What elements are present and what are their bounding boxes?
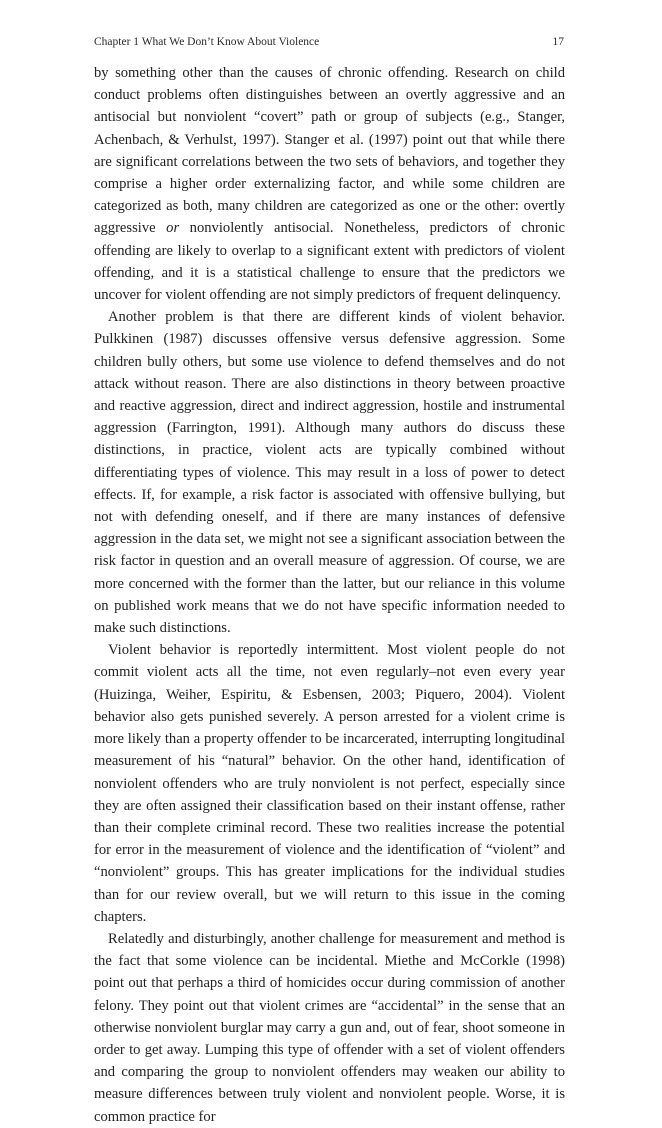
paragraph-1-part-b: nonviolently antisocial. Nonetheless, predictors of chronic offending are likely to overlap to a significant extent with predictors of violent offending, and it is a statistical challenge to ensure that the predictors we uncover for violent offending are not simply predictors of frequent delinquency. xyxy=(94,220,565,304)
paragraph-4: Relatedly and disturbingly, another challenge for measurement and method is the fact that some violence can be incidental. Miethe and McCorkle (1998) point out that perhaps a third of homicides occur during commission of another felony. They point out that violent crimes are “accidental” in the sense that an otherwise nonviolent burglar may carry a gun and, out of fear, shoot someone in order to get away. Lumping this type of offender with a set of violent offenders and comparing the group to nonviolent offenders may weaken our ability to measure differences between truly violent and nonviolent people. Worse, it is common practice for xyxy=(94,930,565,1125)
paragraph-1-part-a: by something other than the causes of chronic offending. Research on child conduct problems often distinguishes between an overtly aggressive and an antisocial but nonviolent “covert” path or group of subjects (e.g., Stanger, Achenbach, & Verhulst, 1997). Stanger et al. (1997) point out that while there are significant correlations between the two sets of behaviors, and together they comprise a higher order externalizing factor, and while some children are categorized as both, many children are categorized as one or the other: overtly aggressive xyxy=(94,65,565,237)
running-head xyxy=(94,36,564,52)
paragraph-3: Violent behavior is reportedly intermittent. Most violent people do not commit violent acts all the time, not even regularly–not even every year (Huizinga, Weiher, Espiritu, & Esbensen, 2003; Piquero, 2004). Violent behavior also gets punished severely. A person arrested for a violent crime is more likely than a property offender to be incarcerated, interrupting longitudinal measurement of his “natural” behavior. On the other hand, identification of nonviolent offenders who are truly nonviolent is not perfect, especially since they are often assigned their classification based on their instant offense, rather than their complete criminal record. These two realities increase the potential for error in the measurement of violence and the identification of “violent” and “nonviolent” groups. This has greater implications for the individual studies than for our review overall, but we will return to this issue in the coming chapters. xyxy=(94,642,565,925)
paragraph-2: Another problem is that there are different kinds of violent behavior. Pulkkinen (1987) discusses offensive versus defensive aggression. Some children bully others, but some use violence to defend themselves and do not attack without reason. There are also distinctions in theory between proactive and reactive aggression, direct and indirect aggression, hostile and instrumental aggression (Farrington, 1991). Although many authors do discuss these distinctions, in practice, violent acts are typically combined without differentiating types of violence. This may result in a loss of power to detect effects. If, for example, a risk factor is associated with offensive bullying, but not with defending oneself, and if there are many instances of defensive aggression in the data set, we might not see a significant association between the risk factor in question and an overall measure of aggression. Of course, we are more concerned with the former than the latter, but our reliance in this volume on published work means that we do not have specific information needed to make such distinctions. xyxy=(94,309,565,637)
chapter-title: Chapter 1 What We Don’t Know About Violence xyxy=(94,36,320,48)
body-text xyxy=(94,62,565,1128)
paragraph-1-emphasis: or xyxy=(166,220,180,237)
page-number: 17 xyxy=(552,36,564,48)
paragraph-1 xyxy=(94,62,565,306)
